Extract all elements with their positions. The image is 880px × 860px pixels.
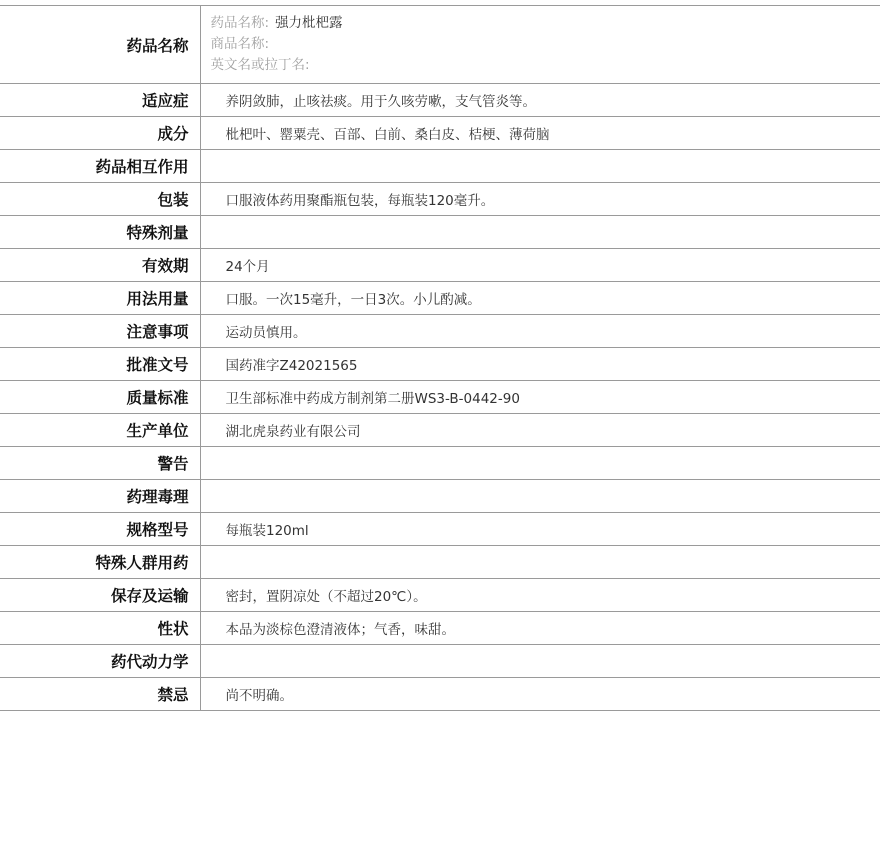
row-ingredients — [0, 117, 880, 150]
row-value: 枇杷叶、罂粟壳、百部、白前、桑白皮、桔梗、薄荷脑 — [225, 127, 550, 143]
row-label: 注意事项 — [0, 315, 200, 348]
row-value: 口服。一次15毫升，一日3次。小儿酌减。 — [225, 292, 481, 308]
row-value — [200, 447, 880, 480]
row-label: 药品名称 — [0, 6, 200, 84]
row-label: 保存及运输 — [0, 579, 200, 612]
row-value: 养阴敛肺，止咳祛痰。用于久咳劳嗽，支气管炎等。 — [225, 94, 536, 110]
row-value — [200, 480, 880, 513]
row-value: 运动员慎用。 — [225, 325, 307, 341]
row-contraindications — [0, 678, 880, 711]
row-special-populations — [0, 546, 880, 579]
row-manufacturer — [0, 414, 880, 447]
row-indications — [0, 84, 880, 117]
row-label: 禁忌 — [0, 678, 200, 711]
english-name-line — [211, 55, 880, 76]
row-value: 本品为淡棕色澄清液体；气香，味甜。 — [225, 622, 455, 638]
row-label: 批准文号 — [0, 348, 200, 381]
row-storage — [0, 579, 880, 612]
row-shelf-life — [0, 249, 880, 282]
drug-name-value: 强力枇杷露 — [275, 15, 343, 31]
drug-name-cell — [200, 6, 880, 84]
row-label: 用法用量 — [0, 282, 200, 315]
row-value: 密封，置阴凉处（不超过20℃）。 — [225, 589, 427, 605]
row-value: 每瓶装120ml — [225, 523, 309, 539]
row-label: 包装 — [0, 183, 200, 216]
row-value: 国药准字Z42021565 — [225, 358, 358, 374]
trade-name-line — [211, 34, 880, 55]
row-drug-name — [0, 6, 880, 84]
row-label: 适应症 — [0, 84, 200, 117]
row-label: 药品相互作用 — [0, 150, 200, 183]
row-description — [0, 612, 880, 645]
row-value: 卫生部标准中药成方制剂第二册WS3-B-0442-90 — [225, 391, 520, 407]
drug-info-table — [0, 5, 880, 711]
row-specification — [0, 513, 880, 546]
row-value: 24个月 — [225, 259, 270, 275]
english-name-label: 英文名或拉丁名: — [210, 57, 310, 73]
row-value — [200, 216, 880, 249]
row-label: 特殊剂量 — [0, 216, 200, 249]
row-quality-standard — [0, 381, 880, 414]
row-value — [200, 546, 880, 579]
row-value: 湖北虎泉药业有限公司 — [225, 424, 361, 440]
row-label: 药代动力学 — [0, 645, 200, 678]
row-label: 警告 — [0, 447, 200, 480]
row-packaging — [0, 183, 880, 216]
row-approval-number — [0, 348, 880, 381]
drug-name-label: 药品名称: — [210, 15, 270, 31]
row-value: 口服液体药用聚酯瓶包装，每瓶装120毫升。 — [225, 193, 495, 209]
row-warning — [0, 447, 880, 480]
row-label: 性状 — [0, 612, 200, 645]
row-label: 药理毒理 — [0, 480, 200, 513]
row-label: 生产单位 — [0, 414, 200, 447]
trade-name-label: 商品名称: — [210, 36, 270, 52]
row-label: 规格型号 — [0, 513, 200, 546]
row-label: 有效期 — [0, 249, 200, 282]
row-interactions — [0, 150, 880, 183]
drug-name-line — [211, 13, 880, 34]
row-pharmacokinetics — [0, 645, 880, 678]
row-dosage — [0, 282, 880, 315]
row-pharmacology — [0, 480, 880, 513]
row-value: 尚不明确。 — [225, 688, 293, 704]
row-label: 质量标准 — [0, 381, 200, 414]
drug-info-page — [0, 5, 880, 711]
row-label: 特殊人群用药 — [0, 546, 200, 579]
row-label: 成分 — [0, 117, 200, 150]
row-precautions — [0, 315, 880, 348]
name-block — [211, 13, 880, 76]
row-special-dosage — [0, 216, 880, 249]
row-value — [200, 150, 880, 183]
row-value — [200, 645, 880, 678]
